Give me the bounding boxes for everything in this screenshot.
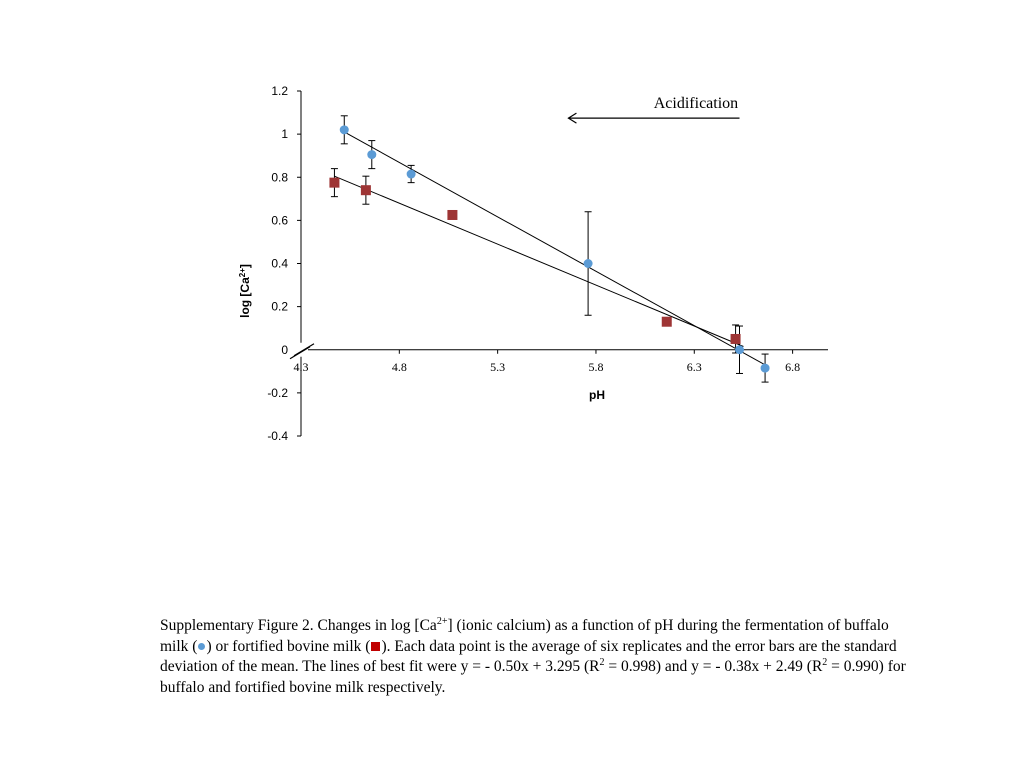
fit-lines bbox=[334, 132, 765, 365]
y-tick-label: 0.4 bbox=[271, 256, 288, 271]
buffalo-point bbox=[584, 259, 593, 268]
y-tick-label: 0.8 bbox=[271, 170, 288, 185]
buffalo-point bbox=[340, 125, 349, 134]
y-tick-label: 1.2 bbox=[271, 84, 288, 98]
x-axis-title: pH bbox=[589, 388, 605, 402]
bovine-point bbox=[731, 334, 741, 344]
y-tick-label: 0.6 bbox=[271, 213, 288, 228]
chart-axes bbox=[267, 84, 828, 443]
acidification-annotation bbox=[568, 95, 739, 123]
bovine-point bbox=[329, 178, 339, 188]
x-tick-label: 5.8 bbox=[588, 359, 604, 374]
data-markers bbox=[329, 125, 769, 372]
fit-line bbox=[334, 176, 743, 346]
fit-line bbox=[344, 132, 765, 365]
y-tick-label: 1 bbox=[281, 127, 288, 142]
buffalo-point bbox=[407, 170, 416, 179]
acidification-label: Acidification bbox=[653, 95, 739, 113]
buffalo-point bbox=[367, 150, 376, 159]
figure-caption: Supplementary Figure 2. Changes in $\log [Ca^{2+}]$ (ionic calcium) as a function of pH during the fermentation of buffalo milk ( ) or fortified bovine milk ( ). Each data point is the average of six replicates and the error bars are the standard deviation of the mean. The lines of best fit were y = - 0.50x + 3.295 $(R^2 = 0.998)$ and y = - 0.38x + 2.49 $(R^2 = 0.990)$ for buffalo and fortified bovine milk respectively. bbox=[160, 615, 906, 696]
bovine-point bbox=[447, 210, 457, 220]
y-tick-label: -0.2 bbox=[267, 385, 288, 400]
x-tick-label: 5.3 bbox=[490, 359, 506, 374]
y-axis-title: $\log [Ca^{2+}]$ bbox=[238, 264, 252, 318]
y-tick-label: -0.4 bbox=[267, 429, 288, 443]
x-tick-label: 4.3 bbox=[293, 359, 309, 374]
error-bars bbox=[331, 116, 769, 382]
buffalo-point bbox=[761, 364, 770, 373]
x-tick-label: 4.8 bbox=[391, 359, 407, 374]
buffalo-point bbox=[735, 345, 744, 354]
x-tick-label: 6.3 bbox=[686, 359, 702, 374]
x-tick-label: 6.8 bbox=[785, 359, 801, 374]
bovine-point bbox=[662, 317, 672, 327]
bovine-point bbox=[361, 185, 371, 195]
buffalo-marker-icon bbox=[198, 643, 205, 650]
bovine-marker-icon bbox=[371, 642, 380, 651]
y-tick-label: 0 bbox=[281, 342, 288, 357]
y-tick-label: 0.2 bbox=[271, 299, 288, 314]
